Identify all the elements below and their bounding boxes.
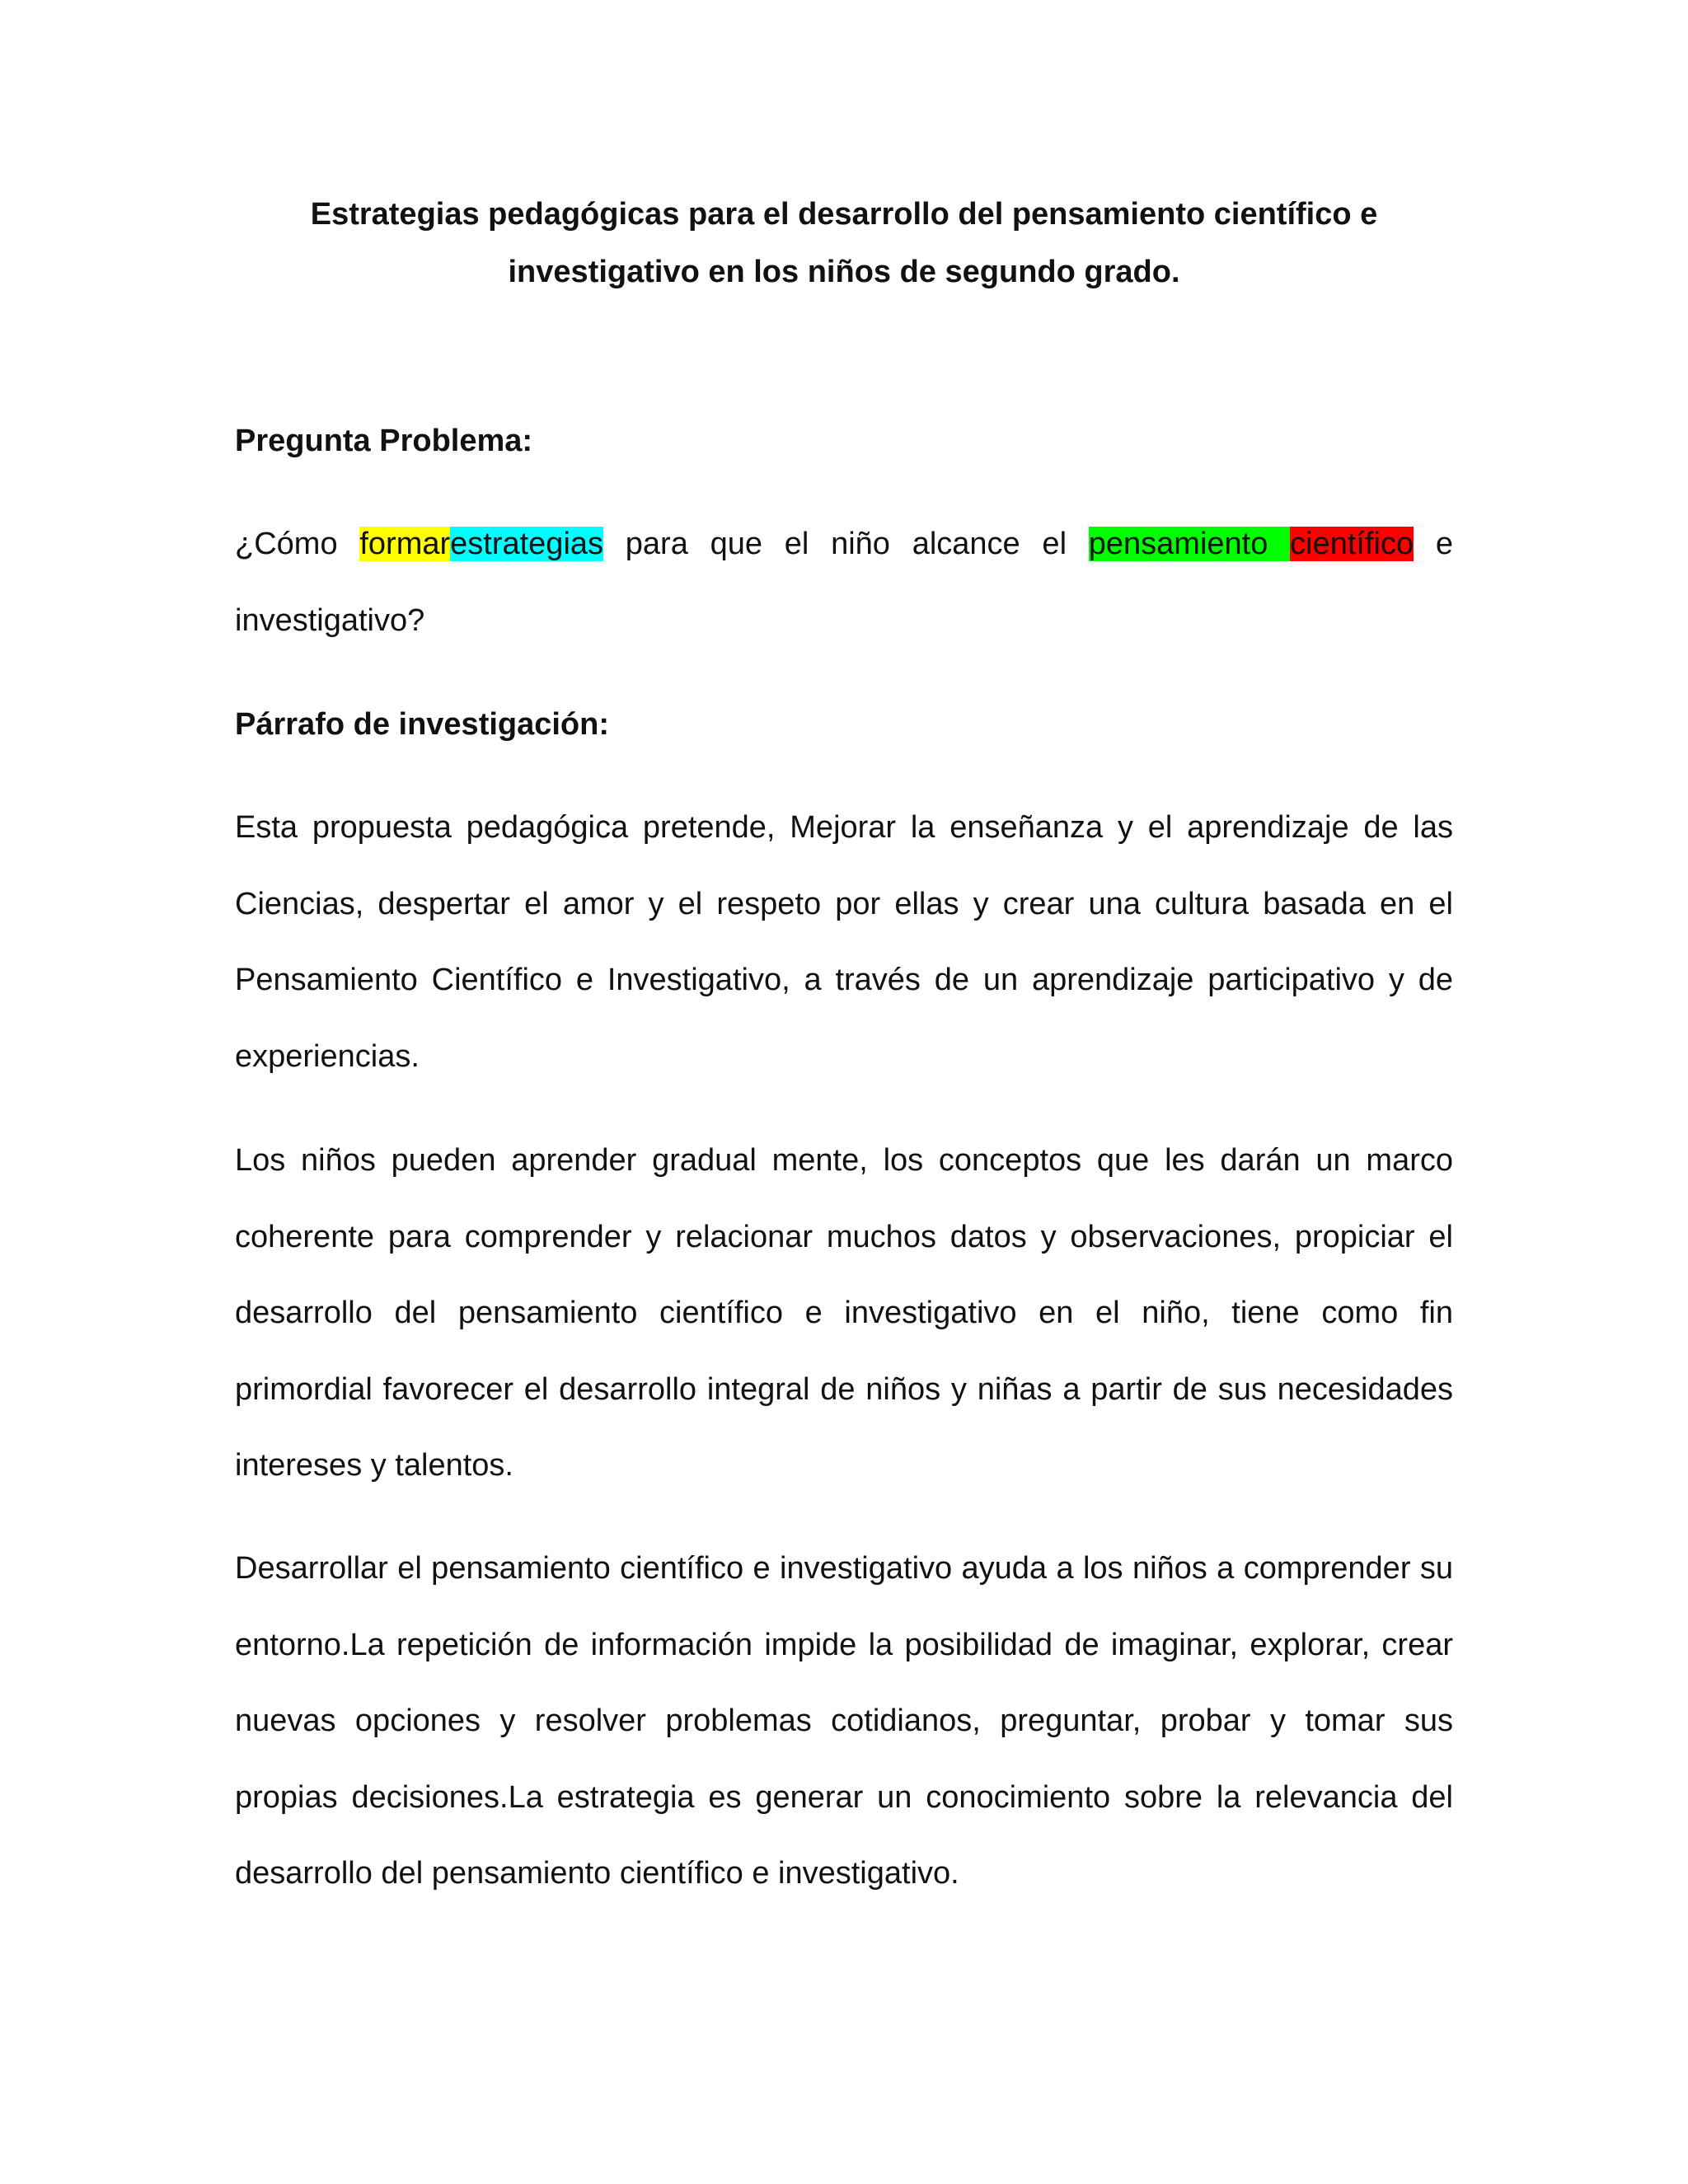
question-middle: para que el niño alcance el [603,527,1089,561]
document-title: Estrategias pedagógicas para el desarrollo del pensamiento científico e investigativo en los niños de segundo grado. [310,197,1378,289]
paragraph-2: Los niños pueden aprender gradual mente, los conceptos que les darán un marco coherente para comprender y relacionar muchos datos y observaciones, propiciar el desarrollo del pensamiento científico e investigativo en el niño, tiene como fin primordial favorecer el desarrollo integral de niños y niñas a partir de sus necesidades intereses y talentos. [235,1143,1453,1483]
paragraph-3: Desarrollar el pensamiento científico e investigativo ayuda a los niños a comprender su entorno.La repetición de información impide la posibilidad de imaginar, explorar, crear nuevas opciones y resolver problemas cotidianos, preguntar, probar y tomar sus propias decisiones.La estrategia es generar un conocimiento sobre la relevancia del desarrollo del pensamiento científico e investigativo. [235,1551,1453,1891]
question-prefix: ¿Cómo [235,527,360,561]
question-heading: Pregunta Problema: [235,424,533,458]
highlight-pensamiento: pensamiento [1088,527,1291,561]
question-suffix: e investigativo? [235,527,1453,638]
highlight-estrategias: estrategias [450,527,604,561]
highlight-cientifico: científico [1290,527,1414,561]
research-heading: Párrafo de investigación: [235,707,610,742]
highlight-formar: formar [359,527,451,561]
paragraph-1: Esta propuesta pedagógica pretende, Mejorar la enseñanza y el aprendizaje de las Ciencias, despertar el amor y el respeto por ellas y crear una cultura basada en el Pensamiento Científico e Investigativo, a través de un aprendizaje participativo y de experiencias. [235,810,1453,1074]
problem-question [235,506,1453,658]
